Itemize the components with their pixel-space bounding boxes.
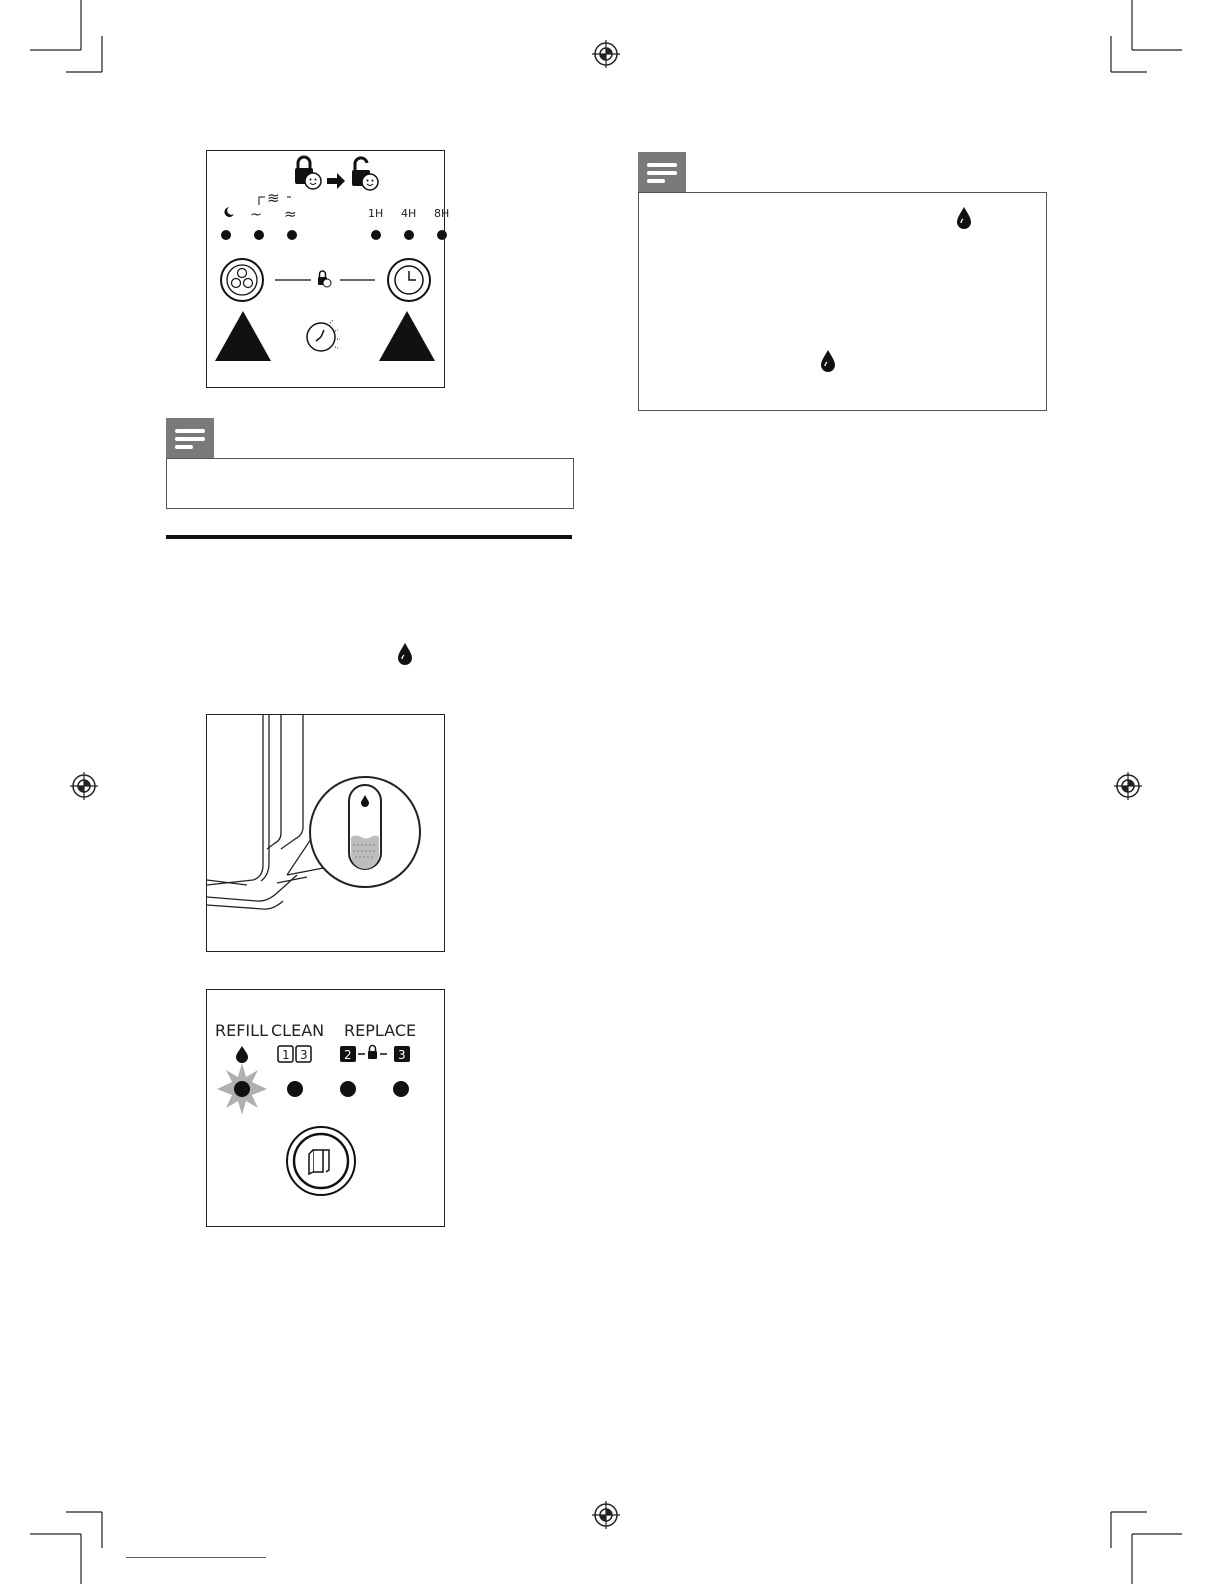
timer-1h-label: 1H bbox=[368, 207, 384, 220]
water-drop-icon bbox=[955, 206, 973, 230]
clean-label: CLEAN bbox=[271, 1021, 325, 1040]
replace-filter-numbers bbox=[340, 1046, 410, 1063]
registration-mark-icon bbox=[1114, 772, 1142, 800]
sleep-moon-icon bbox=[224, 207, 234, 217]
water-drop-icon bbox=[236, 1046, 248, 1063]
registration-mark-icon bbox=[592, 40, 620, 68]
child-lock-icon bbox=[318, 271, 331, 287]
registration-mark-icon bbox=[592, 1501, 620, 1529]
lock-to-unlock-icon bbox=[295, 157, 378, 190]
humidifier-body bbox=[207, 715, 307, 909]
hold-timer-icon bbox=[307, 320, 340, 351]
press-arrow-right-icon bbox=[379, 311, 435, 361]
note-box bbox=[166, 458, 574, 509]
clean-filter-numbers bbox=[278, 1046, 311, 1062]
svg-text:1: 1 bbox=[282, 1048, 290, 1062]
note-icon bbox=[638, 152, 686, 192]
refill-label: REFILL bbox=[215, 1021, 268, 1040]
note-box bbox=[638, 192, 1047, 411]
svg-text:3: 3 bbox=[398, 1048, 406, 1062]
timer-button-icon bbox=[388, 259, 430, 301]
indicator-lights bbox=[221, 230, 447, 240]
water-drop-icon bbox=[396, 642, 414, 666]
speed-high-label: ≈ bbox=[284, 205, 297, 223]
lock-icon bbox=[368, 1051, 377, 1059]
press-arrow-left-icon bbox=[215, 311, 271, 361]
note-icon bbox=[166, 418, 214, 458]
reset-button-icon bbox=[287, 1127, 355, 1195]
section-divider bbox=[166, 535, 572, 539]
speed-low-label: ~ bbox=[250, 207, 262, 223]
water-drop-icon bbox=[819, 349, 837, 373]
registration-mark-icon bbox=[70, 772, 98, 800]
figure-water-level-window bbox=[206, 714, 445, 952]
timer-4h-label: 4H bbox=[401, 207, 417, 220]
figure-refill-indicator-panel bbox=[206, 989, 445, 1227]
link-underline bbox=[126, 1557, 266, 1558]
speed-auto-label: ≋ bbox=[267, 189, 280, 207]
fan-speed-button-icon bbox=[221, 259, 263, 301]
svg-text:3: 3 bbox=[300, 1048, 308, 1062]
figure-child-lock-panel bbox=[206, 150, 450, 388]
magnifier-callout bbox=[287, 777, 420, 887]
timer-8h-label: 8H bbox=[434, 207, 450, 220]
replace-label: REPLACE bbox=[344, 1021, 417, 1040]
svg-text:2: 2 bbox=[344, 1048, 352, 1062]
